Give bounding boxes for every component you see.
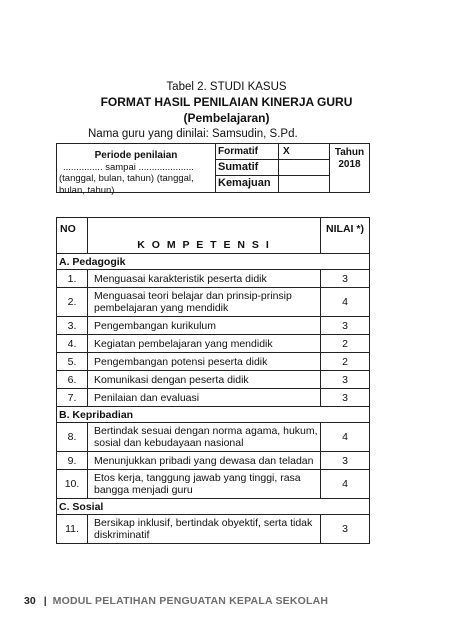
year-label: Tahun <box>334 147 365 158</box>
row-score: 3 <box>321 371 370 389</box>
row-competency: Menunjukkan pribadi yang dewasa dan teladan <box>88 452 321 470</box>
table-row <box>57 371 370 389</box>
table-row <box>57 423 370 452</box>
row-score: 2 <box>321 353 370 371</box>
row-competency: Bertindak sesuai dengan norma agama, hukum, sosial dan kebudayaan nasional <box>88 423 321 452</box>
row-competency: Pengembangan potensi peserta didik <box>88 353 321 371</box>
row-competency: Komunikasi dengan peserta didik <box>88 371 321 389</box>
section-row <box>57 499 370 515</box>
period-type-mark <box>279 176 329 192</box>
competency-table <box>56 217 370 544</box>
row-number: 5. <box>57 353 88 371</box>
table-row <box>57 389 370 407</box>
period-type-mark: X <box>283 146 290 157</box>
period-type-mark <box>279 160 329 176</box>
period-title: Periode penilaian <box>94 150 178 161</box>
period-type-label: Kemajuan <box>215 176 279 192</box>
row-score: 2 <box>321 335 370 353</box>
row-competency: Penilaian dan evaluasi <box>88 389 321 407</box>
document-subheading: (Pembelajaran) <box>183 111 270 125</box>
row-score: 3 <box>321 270 370 288</box>
row-competency: Menguasai karakteristik peserta didik <box>88 270 321 288</box>
period-type-label: Formatif <box>215 144 279 160</box>
table-header-row <box>57 218 370 254</box>
section-row <box>57 254 370 270</box>
row-number: 7. <box>57 389 88 407</box>
table-row <box>57 452 370 470</box>
row-number: 9. <box>57 452 88 470</box>
row-number: 8. <box>57 423 88 452</box>
module-title: MODUL PELATIHAN PENGUATAN KEPALA SEKOLAH <box>52 595 329 607</box>
assessment-period-box <box>56 143 370 196</box>
period-type-kemajuan <box>215 176 329 192</box>
row-number: 4. <box>57 335 88 353</box>
row-score: 4 <box>321 288 370 317</box>
table-row <box>57 335 370 353</box>
page-number: 30 <box>24 595 36 607</box>
period-type-formatif <box>215 144 329 160</box>
table-row <box>57 317 370 335</box>
row-competency: Etos kerja, tanggung jawab yang tinggi, rasa bangga menjadi guru <box>88 470 321 499</box>
row-competency: Pengembangan kurikulum <box>88 317 321 335</box>
row-number: 10. <box>57 470 88 499</box>
row-competency: Bersikap inklusif, bertindak obyektif, serta tidak diskriminatif <box>88 515 321 544</box>
period-type-label: Sumatif <box>215 160 279 176</box>
row-score: 4 <box>321 470 370 499</box>
row-number: 3. <box>57 317 88 335</box>
row-number: 1. <box>57 270 88 288</box>
row-competency: Kegiatan pembelajaran yang mendidik <box>88 335 321 353</box>
header-score: NILAI *) <box>321 218 370 254</box>
period-cell <box>57 144 216 196</box>
period-range: ............... sampai ..................... <box>63 162 194 173</box>
year-value: 2018 <box>338 159 361 170</box>
teacher-name-line: Nama guru yang dinilai: Samsudin, S.Pd. <box>88 128 298 140</box>
table-row <box>57 470 370 499</box>
table-row <box>57 515 370 544</box>
header-competency: K O M P E T E N S I <box>88 218 321 254</box>
period-type-sumatif <box>215 160 329 176</box>
row-score: 3 <box>321 515 370 544</box>
row-number: 6. <box>57 371 88 389</box>
period-note: (tanggal, bulan, tahun) (tanggal, bulan, tahun) <box>59 173 194 196</box>
section-title: C. Sosial <box>57 499 370 515</box>
section-title: B. Kepribadian <box>57 407 370 423</box>
row-number: 11. <box>57 515 88 544</box>
table-row <box>57 288 370 317</box>
document-heading: FORMAT HASIL PENILAIAN KINERJA GURU <box>100 95 353 109</box>
header-no: NO <box>57 218 88 254</box>
page-footer <box>24 595 328 607</box>
row-number: 2. <box>57 288 88 317</box>
row-score: 4 <box>321 423 370 452</box>
table-caption: Tabel 2. STUDI KASUS <box>166 81 287 93</box>
year-cell <box>329 144 369 192</box>
table-row <box>57 270 370 288</box>
row-score: 3 <box>321 389 370 407</box>
table-row <box>57 353 370 371</box>
row-score: 3 <box>321 452 370 470</box>
section-title: A. Pedagogik <box>57 254 370 270</box>
row-competency: Menguasai teori belajar dan prinsip-prinsip pembelajaran yang mendidik <box>88 288 321 317</box>
row-score: 3 <box>321 317 370 335</box>
section-row <box>57 407 370 423</box>
footer-separator: | <box>43 595 47 607</box>
